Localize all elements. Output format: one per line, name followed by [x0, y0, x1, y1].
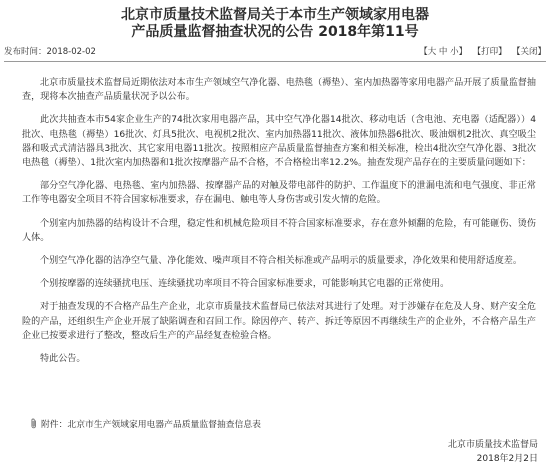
- publish-date-value: 2018-02-02: [46, 47, 96, 57]
- publish-date-label: 发布时间：: [4, 47, 47, 57]
- page-title: [0, 0, 550, 41]
- paragraph-5: 个别空气净化器的洁净空气量、净化能效、噪声项目不符合相关标准或产品明示的质量要求，净化效果和使用舒适度差。: [40, 256, 522, 267]
- paragraph-8: 特此公告。: [40, 354, 86, 365]
- paragraph-7: 对于抽查发现的不合格产品生产企业，北京市质量技术监督局已依法对其进行了处理。对于涉嫌存在危及人身、财产安全危险的产品，还组织生产企业开展了缺陷调查和召回工作。除因停产、转产、拆迁等原因不再继续生产的企业外，不合格产品生产企业已按要求进行了整改，整改后生产的产品经复查检验合格。: [22, 302, 536, 341]
- font-small-button[interactable]: 小】: [450, 47, 468, 57]
- signature-date: 2018年2月2日: [476, 454, 538, 464]
- paragraph-4: 个别室内加热器的结构设计不合理，稳定性和机械危险项目不符合国家标准要求，存在意外倾翻的危险，有可能砸伤、烫伤人体。: [22, 218, 536, 243]
- paragraph-3: 部分空气净化器、电热毯、室内加热器、按摩器产品的对触及带电部件的防护、工作温度下的泄漏电流和电气强度、非正常工作等电器安全项目不符合国家标准要求，存在漏电、触电等人身伤害或引发火情的危险。: [22, 181, 536, 206]
- divider: [4, 61, 546, 62]
- publish-date: [4, 44, 96, 60]
- title-line-1: 北京市质量技术监督局关于本市生产领域家用电器: [121, 7, 429, 23]
- meta-bar: [4, 44, 546, 60]
- attachment-text[interactable]: 附件：北京市生产领域家用电器产品质量监督抽查信息表: [41, 420, 261, 430]
- paragraph-2: 此次共抽查本市54家企业生产的74批次家用电器产品，其中空气净化器14批次、移动电话（含电池、充电器（适配器））4批次、电热毯（褥垫）16批次、灯具5批次、电视机2批次、室内加热器11批次、液体加热器6批次、吸油烟机2批次、真空吸尘器和吸式式清洁器具3批次、其它家用电器11批次。按照相应产品质量监督抽查方案和相关标准，检出4批次空气净化器、3批次电热毯（褥垫）、1批次室内加热器和1批次按摩器产品不合格，不合格检出率12.2%。抽查发现产品存在的主要质量问题如下：: [22, 115, 536, 169]
- signature-org: 北京市质量技术监督局: [447, 440, 538, 450]
- title-line-2: 产品质量监督抽查状况的公告 2018年第11号: [131, 24, 419, 40]
- toolbar: [419, 44, 546, 60]
- signature-block: [448, 438, 538, 466]
- font-medium-button[interactable]: 中: [438, 47, 448, 57]
- paperclip-icon: [30, 418, 38, 429]
- font-large-button[interactable]: 【大: [419, 47, 437, 57]
- paragraph-1: 北京市质量技术监督局近期依法对本市生产领域空气净化器、电热毯（褥垫）、室内加热器等家用电器产品开展了质量监督抽查，现将本次抽查产品质量状况予以公布。: [22, 78, 536, 103]
- close-button[interactable]: 【关闭】: [511, 47, 546, 57]
- paragraph-6: 个别按摩器的连续骚扰电压、连续骚扰功率项目不符合国家标准要求，可能影响其它电器的正常使用。: [40, 279, 450, 290]
- attachment-link[interactable]: [30, 418, 261, 432]
- article-body: [22, 76, 536, 375]
- print-button[interactable]: 【打印】: [472, 47, 507, 57]
